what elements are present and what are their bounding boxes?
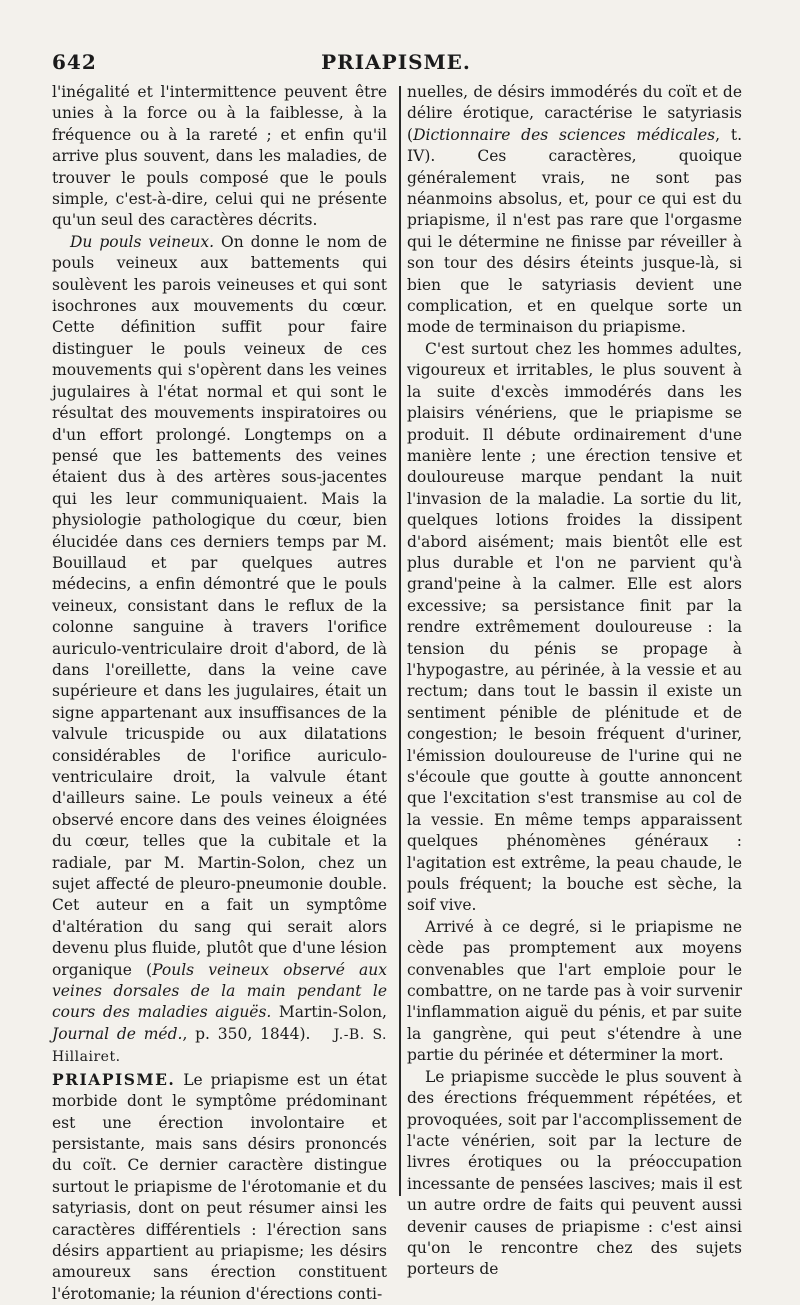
column-divider bbox=[399, 86, 401, 1196]
left-column bbox=[52, 82, 387, 1305]
paragraph-text: nuelles, de désirs immodérés du coït et de délire érotique, caractérise le satyriasis ( bbox=[407, 83, 742, 144]
right-column bbox=[407, 82, 742, 1281]
page-header bbox=[52, 50, 740, 78]
paragraph: l'inégalité et l'intermittence peuvent être unies à la force ou à la faiblesse, à la fréquence ou à la rareté ; et enfin qu'il arrive plus souvent, dans les maladies, de trouver le pouls composé que le pouls simple, c'est-à-dire, celui qui ne présente qu'un seul des caractères décrits. bbox=[52, 83, 387, 230]
page-number: 642 bbox=[52, 50, 97, 74]
paragraph-text: Le priapisme est un état morbide dont le symptôme prédominant est une érection involontaire et persistante, mais sans désirs prononcés du coït. Ce dernier caractère distingue surtout le priapisme de l'érotomanie et du satyriasis, dont on peut résumer ainsi les caractères différentiels : l'érection sans désirs appartient au priapisme; les désirs amoureux sans érection constituent l'érotomanie; la réunion d'érections conti- bbox=[52, 1070, 387, 1303]
paragraph: Le priapisme succède le plus souvent à des érections fréquemment répétées, et provoquées, soit par l'accomplissement de l'acte vénérien, soit par la lecture de livres érotiques ou la préoccupation incessante de pensées lascives; mais il est un autre ordre de faits qui peuvent aussi devenir causes de priapisme : c'est ainsi qu'on le rencontre chez des sujets porteurs de bbox=[407, 1067, 742, 1279]
paragraph-priapisme bbox=[52, 1069, 387, 1305]
paragraph-text: On donne le nom de pouls veineux aux battements qui soulèvent les parois veineuses et qui sont isochrones aux mouvements du cœur. Cette définition suffit pour faire distinguer le pouls veineux de ces mouvements qui s'opèrent dans les veines jugulaires à l'état normal et qui sont le résultat des mouvements inspiratoires ou d'un effort prolongé. Longtemps on a pensé que les battements des veines étaient dus à des artères sous-jacentes qui les leur communiquaient. Mais la physiologie pathologique du cœur, bien élucidée dans ces derniers temps par M. Bouillaud et par quelques autres médecins, a enfin démontré que le pouls veineux, consistant dans le reflux de la colonne sanguine à travers l'orifice auriculo-ventriculaire droit d'abord, de là dans l'oreillette, dans la veine cave supérieure et dans les jugulaires, était un signe appartenant aux insuffisances de la valvule tricuspide ou aux dilatations considérables de l'orifice auriculo-ventriculaire droit, la valvule étant d'ailleurs saine. Le pouls veineux a été observé encore dans des veines éloignées du cœur, telles que la cubitale et la radiale, par M. Martin-Solon, chez un sujet affecté de pleuro-pneumonie double. Cet auteur en a fait un symptôme d'altération du sang qui serait alors devenu plus fluide, plutôt que d'une lésion organique ( bbox=[52, 232, 387, 979]
paragraph-text: , t. IV). Ces caractères, quoique généralement vrais, ne sont pas néanmoins absolus, et, pour ce qui est du priapisme, il n'est pas rare que l'orgasme qui le détermine ne finisse par réveiller à son tour des désirs éteints jusque-là, si bien que le satyriasis devient une complication, et en quelque sorte un mode de terminaison du priapisme. bbox=[407, 125, 742, 337]
citation-title: Pouls veineux observé aux veines dorsales de la main pendant le cours des maladies aiguës. bbox=[52, 960, 387, 1022]
paragraph: C'est surtout chez les hommes adultes, vigoureux et irritables, le plus souvent à la suite d'excès immodérés dans les plaisirs vénériens, que le priapisme se produit. Il débute ordinairement d'une manière lente ; une érection tensive et douloureuse marque pendant la nuit l'invasion de la maladie. La sortie du lit, quelques lotions froides la dissipent d'abord aisément; mais bientôt elle est plus durable et l'on ne parvient qu'à grand'peine à la calmer. Elle est alors excessive; sa persistance finit par la rendre extrêmement douloureuse : la tension du pénis se propage à l'hypogastre, au périnée, à la vessie et au rectum; dans tout le bassin il existe un sentiment pénible de plénitude et de congestion; le besoin fréquent d'uriner, l'émission douloureuse de l'urine qui ne s'écoule que goutte à goutte annoncent que l'excitation s'est transmise au col de la vessie. En même temps apparaissent quelques phénomènes généraux : l'agitation est extrême, la peau chaude, le pouls fréquent; la bouche est sèche, la soif vive. bbox=[407, 339, 742, 915]
citation-journal: Journal de méd. bbox=[52, 1024, 183, 1043]
paragraph bbox=[407, 82, 742, 339]
paragraph-venous-pulse bbox=[52, 232, 387, 1069]
section-heading: Du pouls veineux. bbox=[70, 232, 215, 251]
running-title: PRIAPISME. bbox=[321, 50, 471, 74]
citation-author: Martin-Solon, bbox=[271, 1003, 387, 1022]
citation-tail: , p. 350, 1844). bbox=[182, 1024, 311, 1043]
entry-heading: PRIAPISME. bbox=[52, 1069, 176, 1089]
citation-title: Dictionnaire des sciences médicales bbox=[413, 125, 716, 144]
author-credit: J.-B. S. Hillairet. bbox=[52, 1026, 387, 1066]
paragraph: Arrivé à ce degré, si le priapisme ne cède pas promptement aux moyens convenables que l'art emploie pour le combattre, on ne tarde pas à voir survenir l'inflammation aiguë du pénis, et par suite la gangrène, qui peut s'étendre à une partie du périnée et déterminer la mort. bbox=[407, 917, 742, 1065]
